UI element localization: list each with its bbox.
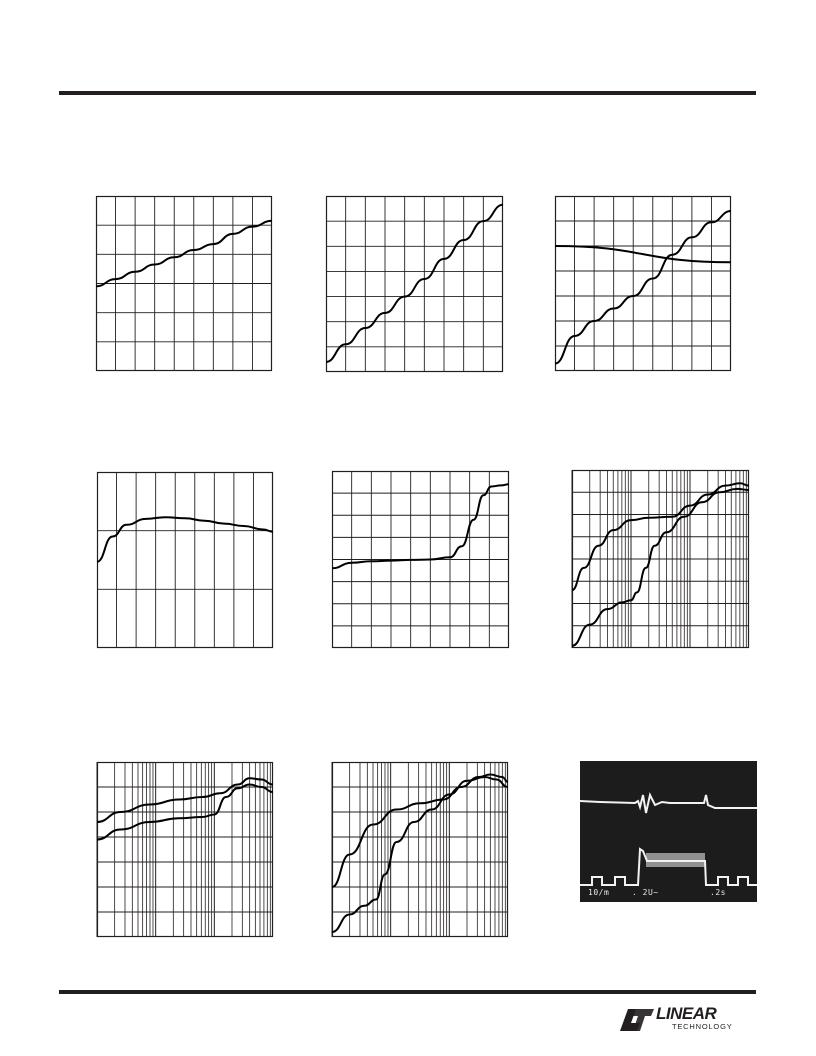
footer-rule	[59, 990, 756, 994]
scope-trace-band	[646, 853, 705, 867]
chart-frame	[98, 473, 273, 648]
lt-logo-icon	[616, 1005, 654, 1035]
scope-readout-time: 10/m	[588, 888, 610, 897]
chart-5	[332, 471, 509, 648]
chart-grid	[326, 196, 503, 372]
chart-8	[332, 762, 508, 937]
chart-3	[555, 196, 731, 371]
oscilloscope-photo	[580, 761, 757, 902]
chart-7	[97, 762, 273, 937]
chart-grid	[97, 472, 273, 648]
series-line-1	[96, 221, 272, 287]
chart-6	[572, 470, 749, 648]
scope-readout-volts: . 2U~	[632, 888, 659, 897]
chart-frame	[556, 197, 731, 371]
chart-4	[97, 472, 273, 648]
series-line-2	[572, 489, 749, 646]
chart-frame	[327, 197, 503, 372]
chart-grid	[572, 470, 749, 648]
chart-grid	[97, 762, 273, 937]
chart-1	[96, 196, 272, 371]
chart-grid	[555, 196, 731, 371]
header-rule	[59, 91, 756, 95]
chart-2	[326, 196, 503, 372]
scope-trace-upper	[580, 795, 757, 813]
series-line-1	[332, 484, 509, 568]
series-line-1	[326, 205, 503, 362]
chart-frame	[98, 763, 273, 937]
chart-grid	[96, 196, 272, 371]
company-logo	[616, 1003, 756, 1035]
chart-grid	[332, 762, 508, 937]
scope-readout-ch2: .2s	[710, 888, 726, 897]
scope-traces	[580, 761, 757, 902]
logo-wordmark: LINEAR	[656, 1004, 717, 1023]
logo-subtitle: TECHNOLOGY	[672, 1022, 733, 1031]
series-line-1	[332, 775, 508, 888]
series-line-1	[555, 211, 731, 364]
series-line-2	[332, 777, 508, 932]
chart-frame	[333, 763, 508, 937]
series-line-1	[97, 517, 273, 562]
series-line-2	[555, 246, 731, 262]
